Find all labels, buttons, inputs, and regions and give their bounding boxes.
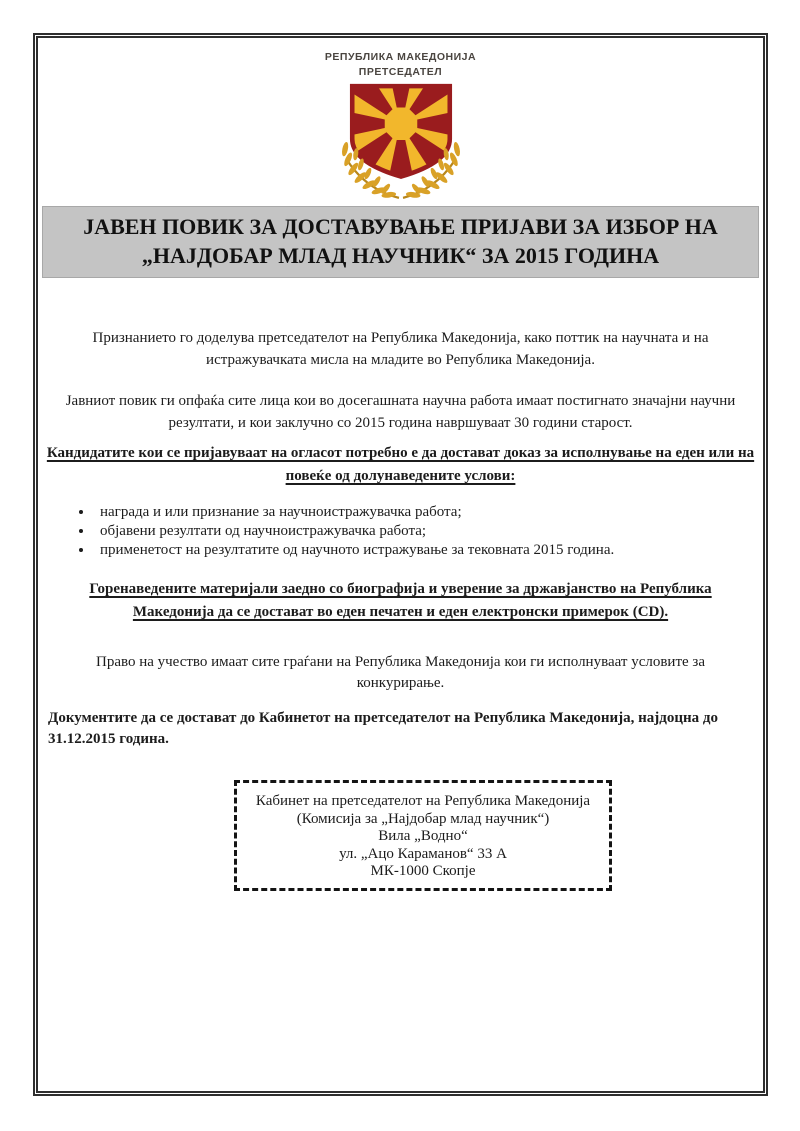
address-street: ул. „Ацо Караманов“ 33 А [339,845,507,862]
conditions-list [44,503,757,560]
letterhead-office: ПРЕТСЕДАТЕЛ [358,66,443,78]
deadline-paragraph: Документите да се достават до Кабинетот на претседателот на Република Македонија, најдоцна до 31.12.2015 година. [48,710,718,747]
address-villa: Вила „Водно“ [378,828,468,844]
title-line-1: ЈАВЕН ПОВИК ЗА ДОСТАВУВАЊЕ ПРИЈАВИ ЗА ИЗБОР НА [83,214,718,239]
letterhead [44,50,757,80]
conditions-heading: Кандидатите кои се пријавуваат на огласот потребно е да достават доказ за исполнување на еден или на повеќе од долунаведените услови: [46,445,755,484]
page-border-frame [33,33,768,1096]
letterhead-republic: РЕПУБЛИКА МАКЕДОНИЈА [324,51,477,63]
condition-item-award: • награда и или признание за научноистражувачка работа; [94,503,757,522]
emblem-gold-parts [338,83,464,187]
intro-paragraph: Признанието го доделува претседателот на Република Македонија, како поттик на научната и на истражувачката мисла на младите во Република Македонија. [92,330,709,368]
eligibility-paragraph: Право на учество имаат сите граѓани на Република Македонија кои ги исполнуваат условите за конкурирање. [95,654,705,691]
address-city: МК-1000 Скопје [370,863,476,879]
address-commission: (Комисија за „Најдобар млад научник“) [296,810,550,827]
scope-paragraph: Јавниот повик ги опфаќа сите лица кои во досегашната научна работа имаат постигнато значајни научни резултати, и кои заклучно со 2015 година навршуваат 30 години старост. [65,393,736,431]
condition-item-published-results: • објавени резултати од научноистражувачка работа; [94,522,757,541]
materials-heading: Горенаведените материјали заедно со биографија и уверение за државјанство на Република Македонија да се достават во еден печатен и еден електронски примерок (CD). [89,581,712,620]
title-line-2: „НАЈДОБАР МЛАД НАУЧНИК“ ЗА 2015 ГОДИНА [141,243,660,268]
title-banner [42,206,759,278]
sun-disc [387,110,414,137]
presidential-coat-of-arms-icon [338,83,464,200]
condition-item-applicability: • применетост на резултатите од научното истражување за тековната 2015 година. [94,541,757,560]
address-cabinet: Кабинет на претседателот на Република Македонија [255,793,591,809]
mailing-address-box [234,780,612,891]
